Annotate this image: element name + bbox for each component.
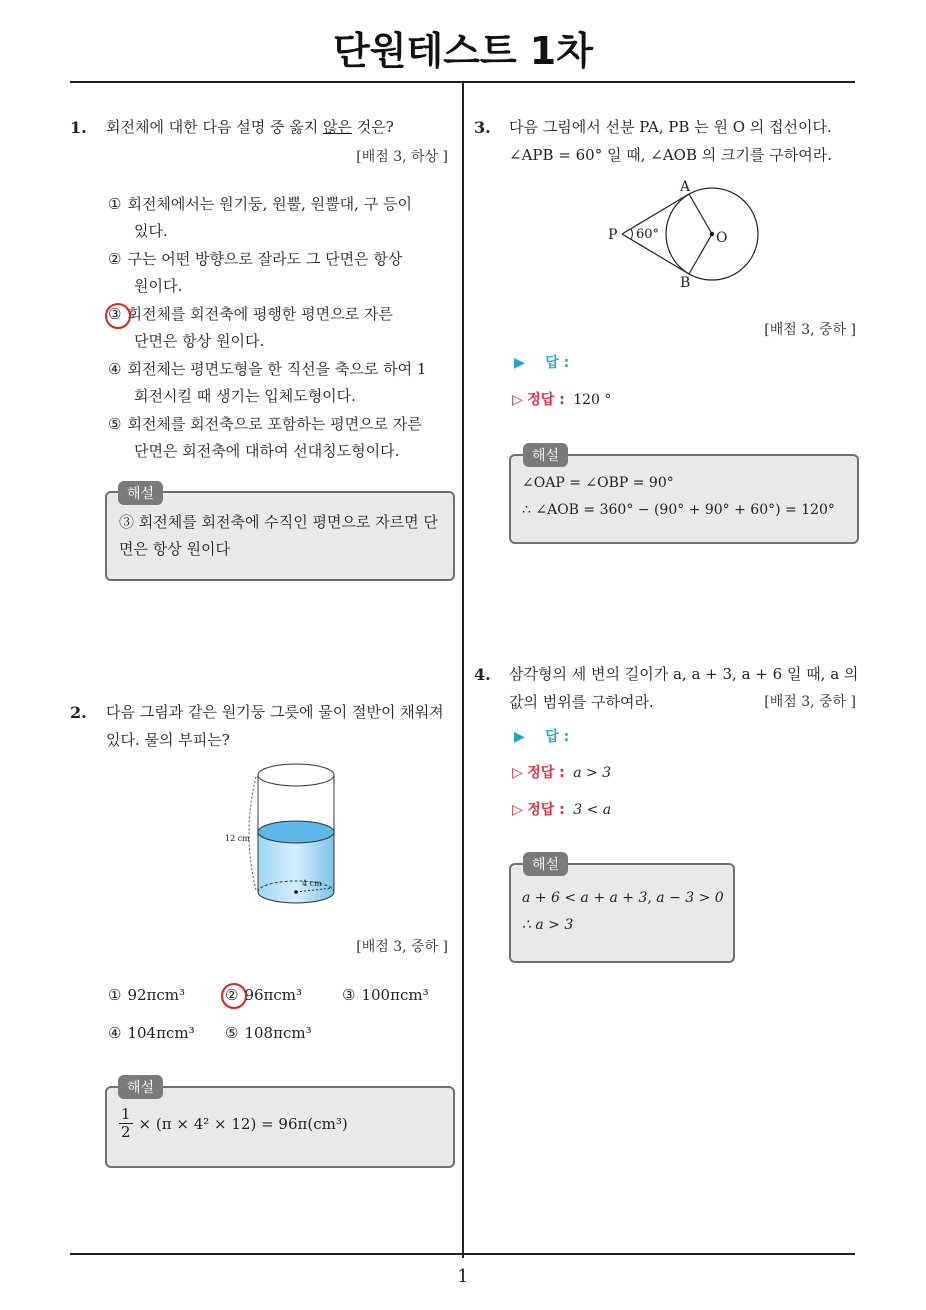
cylinder-figure bbox=[220, 755, 350, 915]
q1-question bbox=[106, 113, 394, 141]
option-number: ④ bbox=[108, 1024, 122, 1042]
q1-text-underlined: 않은 bbox=[322, 118, 352, 136]
q2-text-line: 다음 그림과 같은 원기둥 그릇에 물이 절반이 채워져 bbox=[106, 703, 444, 721]
q3-answer-row[interactable] bbox=[514, 352, 569, 372]
correct-value: 3 < a bbox=[573, 802, 612, 818]
option-text: 구는 어떤 방향으로 잘라도 그 단면은 항상 bbox=[127, 250, 403, 268]
q1-option-5[interactable] bbox=[108, 411, 422, 465]
explanation-line: 면은 항상 원이다 bbox=[119, 540, 230, 558]
q1-explanation-text bbox=[119, 509, 438, 563]
option-number: ① bbox=[108, 986, 122, 1004]
q1-option-3[interactable] bbox=[108, 301, 393, 355]
q2-score: [배점 3, 중하 ] bbox=[356, 939, 448, 955]
q4-text-line: 값의 범위를 구하여라. bbox=[509, 693, 654, 711]
column-divider bbox=[462, 82, 464, 1258]
radius-oa bbox=[689, 194, 712, 234]
option-number: ⑤ bbox=[108, 415, 122, 433]
correct-label: 정답 : bbox=[527, 765, 565, 781]
q2-text-line: 있다. 물의 부피는? bbox=[106, 731, 230, 749]
fraction-denominator: 2 bbox=[121, 1123, 131, 1141]
q4-number: 4. bbox=[474, 665, 491, 684]
explanation-line: a + 6 < a + a + 3, a − 3 > 0 bbox=[522, 890, 724, 906]
fraction bbox=[119, 1106, 133, 1141]
water-surface bbox=[258, 821, 334, 843]
q1-score: [배점 3, 하상 ] bbox=[356, 149, 448, 165]
q2-explanation-formula bbox=[119, 1106, 348, 1141]
cylinder-top bbox=[258, 764, 334, 786]
q2-option-1[interactable] bbox=[108, 982, 185, 1009]
q4-correct-row-2 bbox=[512, 799, 611, 819]
answer-label: 답 : bbox=[545, 729, 570, 745]
label-p: P bbox=[608, 227, 618, 243]
option-text: 회전체에서는 원기둥, 원뿔, 원뿔대, 구 등이 bbox=[127, 195, 412, 213]
option-text: 회전체를 회전축으로 포함하는 평면으로 자른 bbox=[127, 415, 422, 433]
q3-question bbox=[509, 113, 832, 169]
q2-option-5[interactable] bbox=[225, 1020, 312, 1047]
option-number: ③ bbox=[108, 305, 122, 323]
center-o-point bbox=[710, 232, 714, 236]
q3-explanation-tag: 해설 bbox=[523, 443, 568, 467]
q4-explanation-tag: 해설 bbox=[523, 852, 568, 876]
hollow-play-icon: ▷ bbox=[512, 765, 523, 781]
q1-explanation-tag: 해설 bbox=[118, 481, 163, 505]
height-label: 12 cm bbox=[225, 834, 250, 843]
option-text: 104πcm³ bbox=[127, 1024, 195, 1042]
explanation-line: ③ 회전체를 회전축에 수직인 평면으로 자르면 단 bbox=[119, 513, 438, 531]
q3-correct-row bbox=[512, 389, 611, 409]
option-number: ④ bbox=[108, 360, 122, 378]
option-number: ① bbox=[108, 195, 122, 213]
q1-option-4[interactable] bbox=[108, 356, 426, 410]
formula-rest: × (π × 4² × 12) = 96π(cm³) bbox=[138, 1114, 348, 1133]
radius-label: 4 cm bbox=[302, 879, 322, 888]
play-icon: ▶ bbox=[514, 355, 525, 371]
hollow-play-icon: ▷ bbox=[512, 392, 523, 408]
option-number: ③ bbox=[342, 986, 356, 1004]
q3-text-line: 다음 그림에서 선분 PA, PB 는 원 O 의 접선이다. bbox=[509, 118, 832, 136]
option-number: ② bbox=[108, 250, 122, 268]
option-text-cont: 회전시킬 때 생기는 입체도형이다. bbox=[134, 387, 356, 405]
center-point bbox=[294, 890, 298, 894]
q4-text-line: 삼각형의 세 변의 길이가 a, a + 3, a + 6 일 때, a 의 bbox=[509, 665, 859, 683]
label-b: B bbox=[680, 275, 691, 291]
answer-label: 답 : bbox=[545, 355, 570, 371]
q4-correct-row-1 bbox=[512, 762, 611, 782]
q2-option-3[interactable] bbox=[342, 982, 429, 1009]
q1-text-after: 것은? bbox=[351, 118, 394, 136]
explanation-line: ∴ a > 3 bbox=[522, 917, 574, 933]
q4-answer-row[interactable] bbox=[514, 726, 569, 746]
option-text: 100πcm³ bbox=[361, 986, 429, 1004]
label-o: O bbox=[716, 230, 728, 246]
explanation-line: ∴ ∠AOB = 360° − (90° + 90° + 60°) = 120° bbox=[522, 502, 835, 518]
page-title: 단원테스트 1차 bbox=[333, 29, 593, 73]
correct-label: 정답 : bbox=[527, 392, 565, 408]
hollow-play-icon: ▷ bbox=[512, 802, 523, 818]
correct-label: 정답 : bbox=[527, 802, 565, 818]
fraction-numerator: 1 bbox=[121, 1105, 131, 1123]
option-text: 108πcm³ bbox=[244, 1024, 312, 1042]
option-text: 회전체를 회전축에 평행한 평면으로 자른 bbox=[127, 305, 393, 323]
option-text-cont: 원이다. bbox=[134, 277, 183, 295]
radius-ob bbox=[689, 234, 712, 274]
option-number: ② bbox=[225, 986, 239, 1004]
q1-number: 1. bbox=[70, 118, 87, 137]
correct-value: a > 3 bbox=[573, 765, 612, 781]
q1-text-before: 회전체에 대한 다음 설명 중 옳지 bbox=[106, 118, 323, 136]
explanation-line: ∠OAP = ∠OBP = 90° bbox=[522, 475, 674, 491]
q2-explanation-tag: 해설 bbox=[118, 1075, 163, 1099]
q2-option-4[interactable] bbox=[108, 1020, 195, 1047]
option-text-cont: 단면은 항상 원이다. bbox=[134, 332, 265, 350]
q3-score: [배점 3, 중하 ] bbox=[764, 322, 856, 338]
option-number: ⑤ bbox=[225, 1024, 239, 1042]
q3-text-line: ∠APB = 60° 일 때, ∠AOB 의 크기를 구하여라. bbox=[509, 146, 832, 164]
q4-score: [배점 3, 중하 ] bbox=[764, 694, 856, 710]
angle-arc bbox=[631, 229, 632, 239]
correct-value: 120 ° bbox=[573, 392, 612, 408]
q1-option-1[interactable] bbox=[108, 191, 412, 245]
bottom-divider bbox=[70, 1253, 855, 1255]
label-a: A bbox=[680, 179, 691, 195]
q3-number: 3. bbox=[474, 118, 491, 137]
option-text: 회전체는 평면도형을 한 직선을 축으로 하여 1 bbox=[127, 360, 427, 378]
tangent-circle-figure bbox=[600, 172, 770, 297]
option-text-cont: 단면은 회전축에 대하여 선대칭도형이다. bbox=[134, 442, 400, 460]
q1-option-2[interactable] bbox=[108, 246, 402, 300]
option-text: 96πcm³ bbox=[244, 986, 303, 1004]
option-text-cont: 있다. bbox=[134, 222, 168, 240]
q2-question bbox=[106, 698, 444, 754]
selected-answer-mark bbox=[105, 303, 131, 329]
height-bracket bbox=[249, 777, 256, 890]
selected-answer-mark bbox=[221, 983, 247, 1009]
q3-explanation-text bbox=[522, 470, 835, 524]
q4-explanation-text bbox=[522, 885, 724, 939]
label-angle: 60° bbox=[636, 227, 660, 242]
option-text: 92πcm³ bbox=[127, 986, 186, 1004]
q2-number: 2. bbox=[70, 703, 87, 722]
play-icon: ▶ bbox=[514, 729, 525, 745]
page-number: 1 bbox=[457, 1266, 469, 1287]
